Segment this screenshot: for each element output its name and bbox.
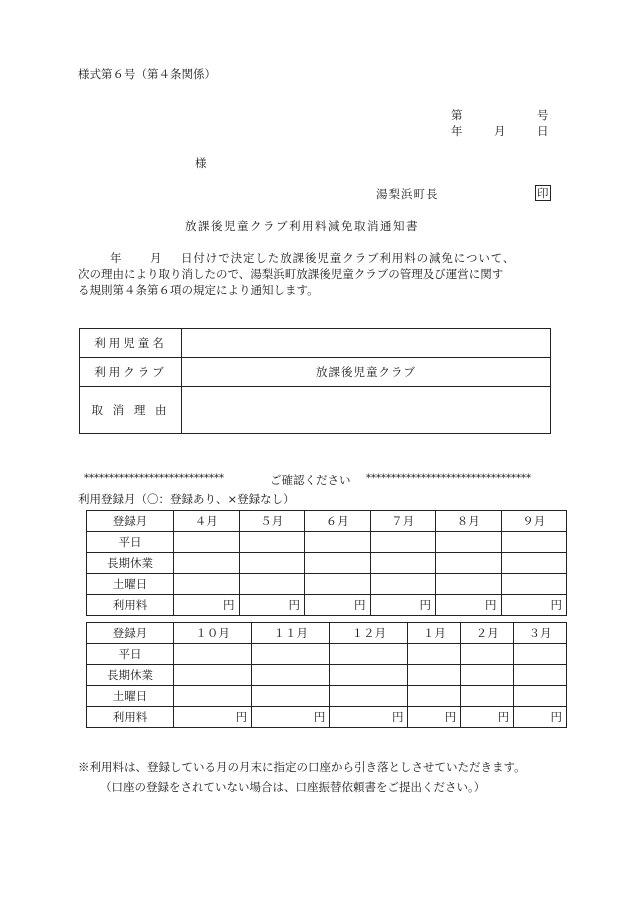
registration-cell — [174, 532, 240, 553]
registration-caption: 利用登録月（〇：登録あり、×登録なし） — [78, 492, 295, 506]
registration-cell — [330, 644, 408, 665]
registration-cell — [330, 665, 408, 686]
body-line2: 次の理由により取り消したので、湯梨浜町放課後児童クラブの管理及び運営に関す — [78, 267, 504, 281]
registration-cell — [305, 574, 371, 595]
registration-cell — [501, 532, 567, 553]
note-account-registration: （口座の登録をされていない場合は、口座振替依頼書をご提出ください。） — [100, 780, 486, 794]
fee-row-label: 利用料 — [87, 707, 174, 728]
registration-cell — [305, 553, 371, 574]
registration-cell — [239, 553, 305, 574]
registration-cell — [436, 574, 502, 595]
confirm-stars-left: **************************** — [84, 473, 224, 484]
fee-cell: 円 — [370, 595, 436, 616]
fee-cell: 円 — [174, 595, 240, 616]
registration-cell — [252, 665, 330, 686]
registration-cell — [239, 532, 305, 553]
registration-cell — [174, 686, 252, 707]
month-header: ４月 — [174, 511, 240, 532]
form-number: 様式第６号（第４条関係） — [78, 67, 216, 81]
month-header: ７月 — [370, 511, 436, 532]
weekday-row-label: 平日 — [87, 644, 174, 665]
date-year: 年 — [451, 124, 463, 138]
registration-cell — [330, 686, 408, 707]
confirm-stars-right: ********************************* — [366, 473, 531, 484]
number-go: 号 — [537, 108, 549, 122]
reason-value — [182, 387, 551, 434]
recipient-sama: 様 — [195, 156, 207, 170]
long-holiday-row-label: 長期休業 — [87, 665, 174, 686]
child-name-label: 利用児童名 — [80, 329, 182, 358]
number-dai: 第 — [451, 108, 463, 122]
info-table — [79, 328, 551, 434]
fee-cell: 円 — [501, 595, 567, 616]
month-header: １２月 — [330, 623, 408, 644]
month-row-label: 登録月 — [87, 623, 174, 644]
registration-table-second — [86, 622, 567, 728]
registration-cell — [501, 553, 567, 574]
registration-cell — [174, 553, 240, 574]
body-line3: る規則第４条第６項の規定により通知します。 — [78, 283, 319, 297]
registration-cell — [252, 644, 330, 665]
registration-cell — [174, 574, 240, 595]
fee-cell: 円 — [514, 707, 567, 728]
long-holiday-row-label: 長期休業 — [87, 553, 174, 574]
registration-cell — [370, 532, 436, 553]
registration-cell — [174, 644, 252, 665]
month-header: １１月 — [252, 623, 330, 644]
fee-cell: 円 — [239, 595, 305, 616]
registration-cell — [501, 574, 567, 595]
registration-cell — [514, 686, 567, 707]
document-title: 放課後児童クラブ利用料減免取消通知書 — [185, 219, 419, 233]
month-row-label: 登録月 — [87, 511, 174, 532]
registration-cell — [436, 553, 502, 574]
body-year: 年 — [110, 251, 122, 265]
registration-cell — [370, 574, 436, 595]
club-label: 利用クラブ — [80, 358, 182, 387]
month-header: １０月 — [174, 623, 252, 644]
saturday-row-label: 土曜日 — [87, 574, 174, 595]
registration-cell — [436, 532, 502, 553]
fee-cell: 円 — [436, 595, 502, 616]
registration-cell — [408, 686, 461, 707]
fee-cell: 円 — [330, 707, 408, 728]
month-header: １月 — [408, 623, 461, 644]
date-day: 日 — [537, 124, 549, 138]
month-header: ５月 — [239, 511, 305, 532]
date-month: 月 — [494, 124, 506, 138]
registration-cell — [408, 665, 461, 686]
note-fee-withdrawal: ※利用料は、登録している月の月末に指定の口座から引き落としさせていただきます。 — [78, 760, 526, 774]
fee-cell: 円 — [461, 707, 514, 728]
registration-cell — [408, 644, 461, 665]
month-header: ８月 — [436, 511, 502, 532]
registration-cell — [461, 644, 514, 665]
confirm-text: ご確認ください — [270, 473, 351, 487]
registration-cell — [461, 686, 514, 707]
month-header: ３月 — [514, 623, 567, 644]
saturday-row-label: 土曜日 — [87, 686, 174, 707]
body-month: 月 — [150, 251, 162, 265]
registration-cell — [305, 532, 371, 553]
body-line1: 日付けで決定した放課後児童クラブ利用料の減免について、 — [181, 251, 516, 265]
registration-cell — [239, 574, 305, 595]
registration-table-first — [86, 510, 567, 616]
fee-row-label: 利用料 — [87, 595, 174, 616]
fee-cell: 円 — [252, 707, 330, 728]
registration-cell — [514, 644, 567, 665]
registration-cell — [252, 686, 330, 707]
registration-cell — [370, 553, 436, 574]
month-header: ２月 — [461, 623, 514, 644]
child-name-value — [182, 329, 551, 358]
registration-cell — [174, 665, 252, 686]
fee-cell: 円 — [174, 707, 252, 728]
club-value: 放課後児童クラブ — [182, 358, 551, 387]
fee-cell: 円 — [408, 707, 461, 728]
registration-cell — [514, 665, 567, 686]
month-header: ６月 — [305, 511, 371, 532]
issuer: 湯梨浜町長 — [376, 187, 439, 201]
fee-cell: 円 — [305, 595, 371, 616]
registration-cell — [461, 665, 514, 686]
reason-label: 取 消 理 由 — [80, 387, 182, 434]
month-header: ９月 — [501, 511, 567, 532]
seal-stamp: 印 — [537, 186, 549, 200]
weekday-row-label: 平日 — [87, 532, 174, 553]
